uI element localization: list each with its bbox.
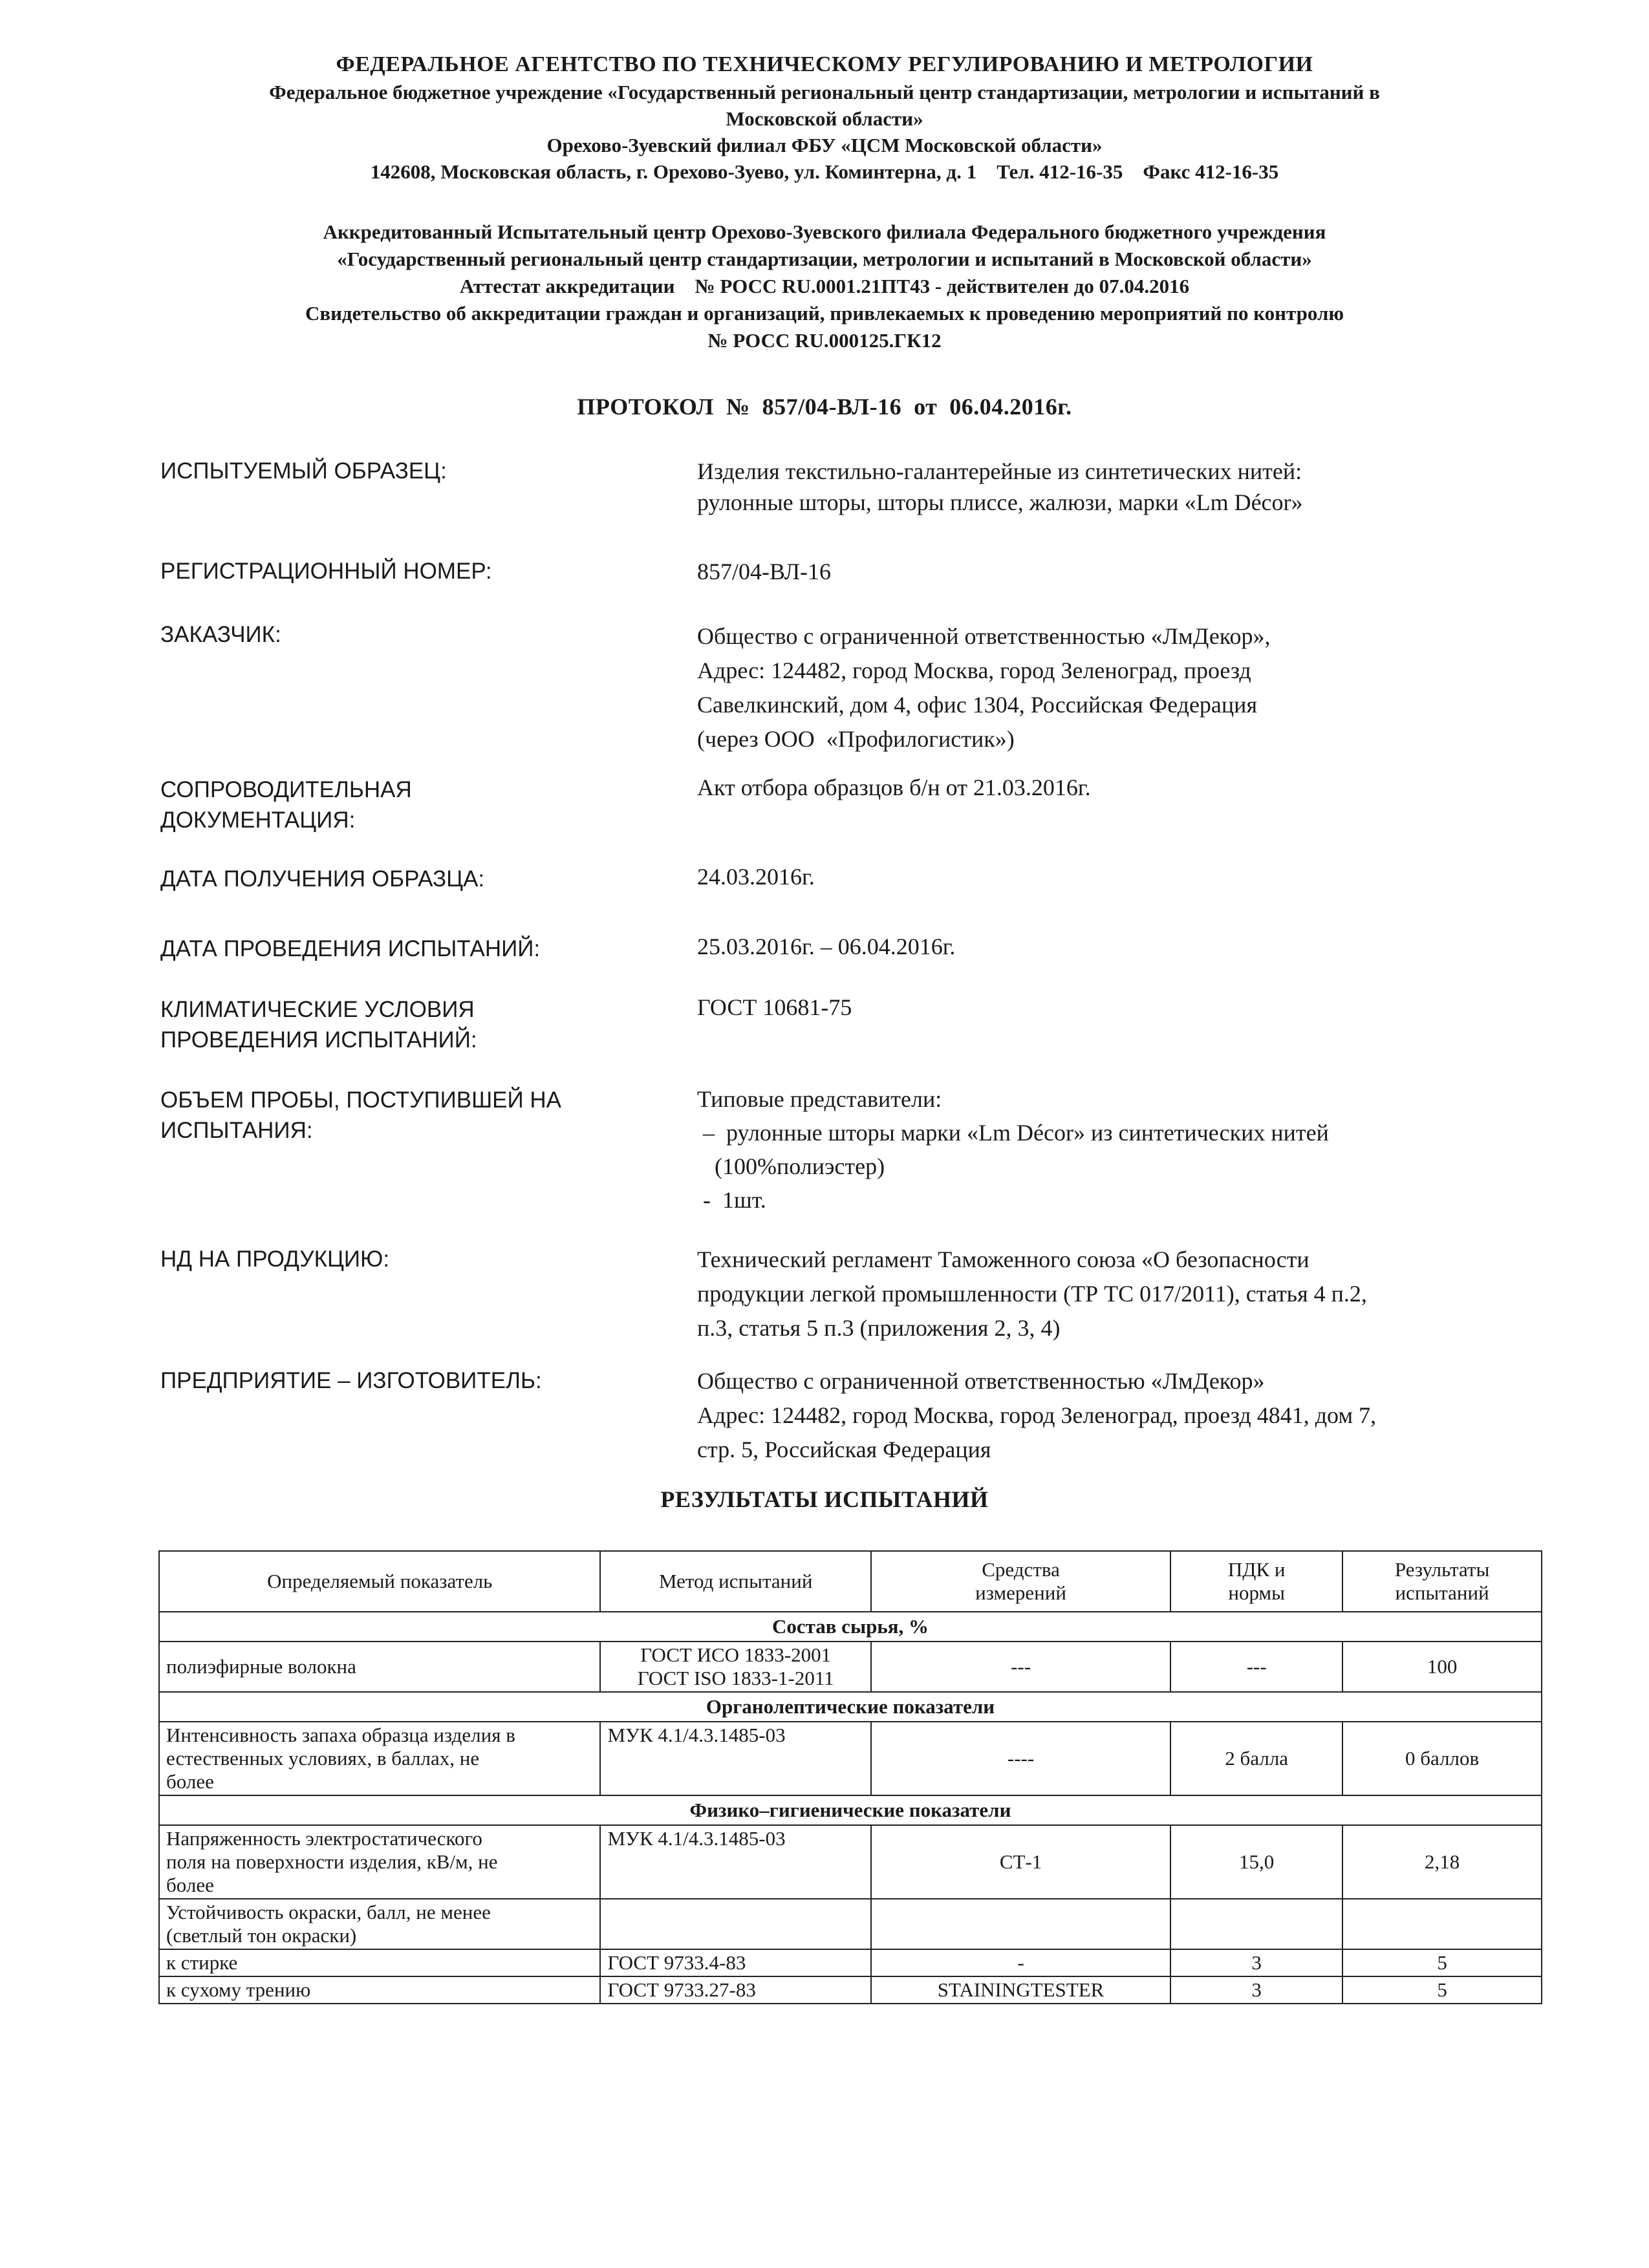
cell-means: - bbox=[871, 1949, 1170, 1976]
cell-indicator: полиэфирные волокна bbox=[159, 1642, 600, 1692]
volume-label-line: ИСПЫТАНИЯ: bbox=[160, 1118, 313, 1143]
cell-norm: 3 bbox=[1170, 1976, 1342, 2004]
cell-indicator-line: поля на поверхности изделия, кВ/м, не bbox=[166, 1850, 498, 1873]
cell-result: 5 bbox=[1342, 1976, 1542, 2004]
received-date-label: ДАТА ПОЛУЧЕНИЯ ОБРАЗЦА: bbox=[160, 866, 485, 892]
reg-number-label: РЕГИСТРАЦИОННЫЙ НОМЕР: bbox=[160, 559, 492, 584]
cell-means: СТ-1 bbox=[871, 1825, 1170, 1899]
volume-value-line: – рулонные шторы марки «Lm Décor» из синтетических нитей bbox=[697, 1120, 1329, 1146]
cell-means: ---- bbox=[871, 1722, 1170, 1795]
cell-indicator bbox=[159, 1899, 600, 1949]
cell-indicator-line: более bbox=[166, 1874, 214, 1896]
cell-indicator bbox=[159, 1825, 600, 1899]
volume-value-line: (100%полиэстер) bbox=[697, 1153, 885, 1179]
test-date-value: 25.03.2016г. – 06.04.2016г. bbox=[697, 934, 956, 959]
header-norm-line: ПДК и bbox=[1227, 1558, 1286, 1581]
accreditation-block bbox=[129, 219, 1520, 354]
cell-result: 0 баллов bbox=[1342, 1722, 1542, 1795]
volume-label bbox=[160, 1085, 665, 1146]
nd-value-line: Технический регламент Таможенного союза «О безопасности bbox=[697, 1246, 1310, 1272]
cell-norm bbox=[1170, 1899, 1342, 1949]
header-result bbox=[1342, 1551, 1542, 1612]
header-means-line: Средства bbox=[982, 1558, 1060, 1581]
manufacturer-value-line: стр. 5, Российская Федерация bbox=[697, 1437, 991, 1462]
header-indicator bbox=[159, 1551, 600, 1612]
manufacturer-value bbox=[697, 1364, 1538, 1467]
climate-value: ГОСТ 10681-75 bbox=[697, 994, 852, 1020]
manufacturer-value-line: Адрес: 124482, город Москва, город Зеленоград, проезд 4841, дом 7, bbox=[697, 1402, 1377, 1428]
nd-value bbox=[697, 1243, 1538, 1345]
docs-label-line: СОПРОВОДИТЕЛЬНАЯ bbox=[160, 777, 412, 802]
manufacturer-label: ПРЕДПРИЯТИЕ – ИЗГОТОВИТЕЛЬ: bbox=[160, 1368, 542, 1393]
cell-result: 5 bbox=[1342, 1949, 1542, 1976]
accreditation-number: № РОСС RU.000125.ГК12 bbox=[707, 329, 942, 352]
cell-means bbox=[871, 1899, 1170, 1949]
header-method bbox=[600, 1551, 870, 1612]
cell-indicator-line: более bbox=[166, 1770, 214, 1793]
section-row bbox=[159, 1612, 1542, 1642]
accreditation-line: Свидетельство об аккредитации граждан и организаций, привлекаемых к проведению мероприятий по контролю bbox=[305, 302, 1344, 325]
docs-value: Акт отбора образцов б/н от 21.03.2016г. bbox=[697, 775, 1091, 800]
accreditation-line: Аккредитованный Испытательный центр Орехово-Зуевского филиала Федерального бюджетного учреждения bbox=[323, 220, 1326, 243]
table-row bbox=[159, 1722, 1542, 1795]
cell-method: МУК 4.1/4.3.1485-03 bbox=[600, 1722, 870, 1795]
cell-norm: 15,0 bbox=[1170, 1825, 1342, 1899]
section-row bbox=[159, 1692, 1542, 1722]
cell-method: ГОСТ 9733.27-83 bbox=[600, 1976, 870, 2004]
cell-means: STAININGTESTER bbox=[871, 1976, 1170, 2004]
volume-value-line: - 1шт. bbox=[697, 1187, 766, 1213]
table-row bbox=[159, 1825, 1542, 1899]
volume-value-line: Типовые представители: bbox=[697, 1086, 942, 1112]
volume-value bbox=[697, 1082, 1538, 1217]
cell-result bbox=[1342, 1899, 1542, 1949]
branch-address: 142608, Московская область, г. Орехово-Зуево, ул. Коминтерна, д. 1 Тел. 412-16-35 Факс 412-16-35 bbox=[370, 160, 1279, 183]
cell-method-line: ГОСТ ISO 1833-1-2011 bbox=[637, 1667, 834, 1689]
cell-indicator bbox=[159, 1722, 600, 1795]
table-row bbox=[159, 1642, 1542, 1692]
section-row bbox=[159, 1795, 1542, 1825]
cell-norm: 2 балла bbox=[1170, 1722, 1342, 1795]
header-norm-line: нормы bbox=[1228, 1581, 1285, 1604]
nd-value-line: продукции легкой промышленности (ТР ТС 017/2011), статья 4 п.2, bbox=[697, 1281, 1367, 1307]
climate-label-line: ПРОВЕДЕНИЯ ИСПЫТАНИЙ: bbox=[160, 1027, 477, 1053]
results-title: РЕЗУЛЬТАТЫ ИСПЫТАНИЙ bbox=[660, 1486, 989, 1512]
cell-method-line: ГОСТ ИСО 1833-2001 bbox=[640, 1643, 832, 1666]
header-result-line: испытаний bbox=[1395, 1581, 1489, 1604]
cell-indicator: к сухому трению bbox=[159, 1976, 600, 2004]
docs-label bbox=[160, 775, 665, 835]
cell-indicator-line: Интенсивность запаха образца изделия в bbox=[166, 1724, 515, 1746]
section-physico-hygienic: Физико–гигиенические показатели bbox=[159, 1795, 1542, 1825]
test-date-label: ДАТА ПРОВЕДЕНИЯ ИСПЫТАНИЙ: bbox=[160, 936, 541, 961]
institution-name: Федеральное бюджетное учреждение «Государственный региональный центр стандартизации, метрологии и испытаний в bbox=[269, 81, 1380, 103]
sample-value-line: рулонные шторы, шторы плиссе, жалюзи, марки «Lm Décor» bbox=[697, 489, 1303, 515]
header-method-text: Метод испытаний bbox=[659, 1570, 813, 1592]
volume-label-line: ОБЪЕМ ПРОБЫ, ПОСТУПИВШЕЙ НА bbox=[160, 1087, 562, 1113]
header-indicator-text: Определяемый показатель bbox=[267, 1570, 493, 1592]
results-table bbox=[158, 1550, 1542, 2004]
manufacturer-value-line: Общество с ограниченной ответственностью «ЛмДекор» bbox=[697, 1368, 1265, 1394]
sample-label: ИСПЫТУЕМЫЙ ОБРАЗЕЦ: bbox=[160, 458, 447, 484]
cell-method: МУК 4.1/4.3.1485-03 bbox=[600, 1825, 870, 1899]
header-means bbox=[871, 1551, 1170, 1612]
table-row bbox=[159, 1949, 1542, 1976]
table-row bbox=[159, 1899, 1542, 1949]
cell-indicator-line: Напряженность электростатического bbox=[166, 1827, 482, 1850]
agency-name: ФЕДЕРАЛЬНОЕ АГЕНТСТВО ПО ТЕХНИЧЕСКОМУ РЕГУЛИРОВАНИЮ И МЕТРОЛОГИИ bbox=[336, 52, 1313, 76]
nd-label: НД НА ПРОДУКЦИЮ: bbox=[160, 1246, 390, 1272]
institution-name-cont: Московской области» bbox=[726, 107, 923, 130]
section-composition: Состав сырья, % bbox=[159, 1612, 1542, 1642]
customer-value-line: (через ООО «Профилогистик») bbox=[697, 726, 1015, 752]
section-organoleptic: Органолептические показатели bbox=[159, 1692, 1542, 1722]
protocol-title: ПРОТОКОЛ № 857/04-ВЛ-16 от 06.04.2016г. bbox=[577, 394, 1072, 420]
climate-label bbox=[160, 994, 665, 1055]
cell-method: ГОСТ 9733.4-83 bbox=[600, 1949, 870, 1976]
cell-indicator-line: естественных условиях, в баллах, не bbox=[166, 1747, 480, 1770]
received-date-value: 24.03.2016г. bbox=[697, 864, 815, 890]
organization-header bbox=[129, 50, 1520, 185]
customer-label: ЗАКАЗЧИК: bbox=[160, 622, 281, 647]
header-norm bbox=[1170, 1551, 1342, 1612]
accreditation-line: «Государственный региональный центр стандартизации, метрологии и испытаний в Московской области» bbox=[337, 248, 1312, 270]
header-means-line: измерений bbox=[975, 1581, 1066, 1604]
customer-value-line: Общество с ограниченной ответственностью «ЛмДекор», bbox=[697, 623, 1271, 649]
cell-result: 100 bbox=[1342, 1642, 1542, 1692]
cell-means: --- bbox=[871, 1642, 1170, 1692]
reg-number-value: 857/04-ВЛ-16 bbox=[697, 559, 832, 584]
cell-indicator-line: (светлый тон окраски) bbox=[166, 1924, 357, 1947]
customer-value-line: Адрес: 124482, город Москва, город Зеленоград, проезд bbox=[697, 658, 1251, 683]
climate-label-line: КЛИМАТИЧЕСКИЕ УСЛОВИЯ bbox=[160, 997, 475, 1022]
sample-value-line: Изделия текстильно-галантерейные из синтетических нитей: bbox=[697, 458, 1302, 484]
header-result-line: Результаты bbox=[1394, 1558, 1490, 1581]
docs-label-line: ДОКУМЕНТАЦИЯ: bbox=[160, 808, 356, 833]
branch-name: Орехово-Зуевский филиал ФБУ «ЦСМ Московской области» bbox=[546, 134, 1103, 156]
customer-value-line: Савелкинский, дом 4, офис 1304, Российская Федерация bbox=[697, 692, 1258, 718]
cell-norm: 3 bbox=[1170, 1949, 1342, 1976]
table-header-row bbox=[159, 1551, 1542, 1612]
accreditation-certificate: Аттестат аккредитации № РОСС RU.0001.21ПТ43 - действителен до 07.04.2016 bbox=[459, 275, 1190, 297]
cell-result: 2,18 bbox=[1342, 1825, 1542, 1899]
cell-method bbox=[600, 1899, 870, 1949]
sample-value bbox=[697, 456, 1538, 518]
cell-method bbox=[600, 1642, 870, 1692]
nd-value-line: п.3, статья 5 п.3 (приложения 2, 3, 4) bbox=[697, 1315, 1061, 1341]
customer-value bbox=[697, 619, 1538, 756]
cell-indicator: к стирке bbox=[159, 1949, 600, 1976]
cell-indicator-line: Устойчивость окраски, балл, не менее bbox=[166, 1901, 491, 1923]
cell-norm: --- bbox=[1170, 1642, 1342, 1692]
table-row bbox=[159, 1976, 1542, 2004]
